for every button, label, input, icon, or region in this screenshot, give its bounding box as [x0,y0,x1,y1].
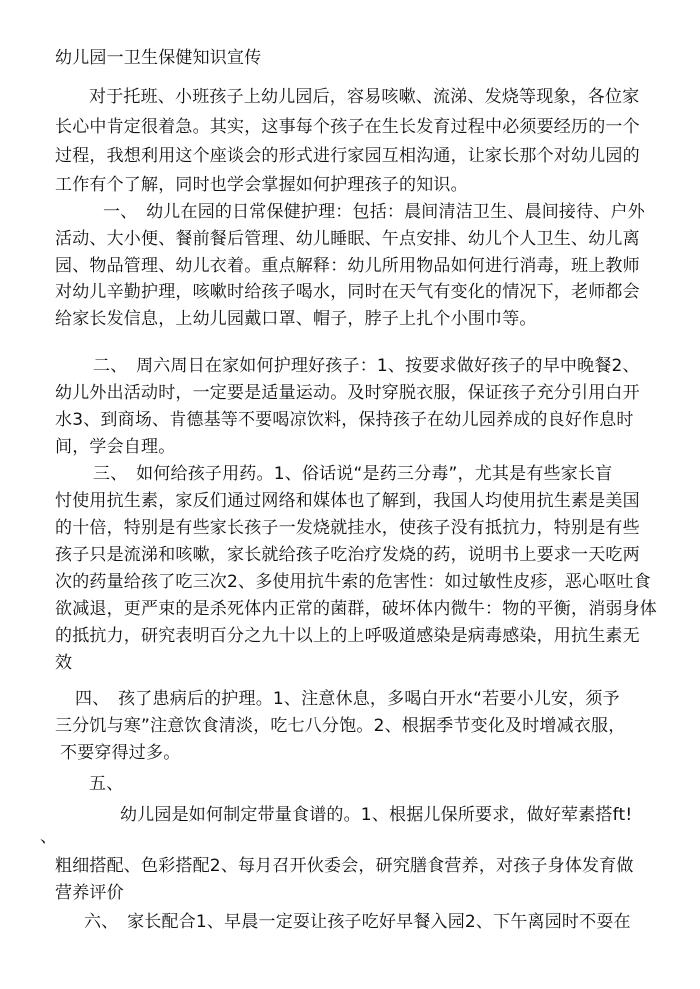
paragraph-line: 三分饥与寒”注意饮食清淡，吃七八分饱。2、根据季节变化及时增减衣服， [55,716,626,736]
paragraph-line: 园、物品管理、幼儿衣着。重点解释：幼儿所用物品如何进行消毒，班上教师 [55,256,640,276]
paragraph-line: 对幼儿辛勤护理，咳嗽时给孩子喝水，同时在天气有变化的情况下，老师都会 [55,282,640,302]
paragraph-line: 活动、大小便、餐前餐后管理、幼儿睡眠、午点安排、幼儿个人卫生、幼儿离 [55,229,640,249]
paragraph-line: 对于托班、小班孩子上幼儿园后，容易咳嗽、流涕、发烧等现象，各位家 [89,87,640,107]
section-number: 五、 [89,774,124,794]
paragraph-line: 忖使用抗生素，家反们通过网络和媒体也了解到，我国人均使用抗生素是美国 [55,491,640,511]
paragraph-line: 幼儿外出活动时，一定要是适量运动。及时穿脱衣服，保证孩子充分引用白开 [55,383,640,403]
paragraph-line: 不要穿得过多。 [60,743,181,763]
paragraph-line: 长心中肯定很着急。其实，这事每个孩子在生长发育过程中必须要经历的一个 [55,117,640,137]
paragraph-line: 幼儿园是如何制定带量食谱的。1、根据儿保所要求，做好荤素搭ft! [120,805,633,825]
paragraph-line: 的十倍，特别是有些家长孩子一发烧就挂水，使孩子没有抵抗力，特别是有些 [55,518,640,538]
paragraph-line: 工作有个了解，同时也学会掌握如何护理孩子的知识。 [55,175,468,195]
paragraph-line: 次的药量给孩了吃三次2、多使用抗牛索的危害性：如过敏性皮疹，恶心呕吐食 [55,572,651,592]
paragraph-line: 一、 幼儿在园的日常保健护理：包括：晨间清洁卫生、晨间接待、户外 [103,202,645,222]
paragraph-line: 三、 如何给孩子用药。1、俗话说“是药三分毒”，尤其是有些家长盲 [93,464,613,484]
paragraph-line: 给家长发信息，上幼儿园戴口罩、帽子，脖子上扎个小围巾等。 [55,309,537,329]
paragraph-line: 欲减退，更严束的是杀死体内正常的菌群，破坏体内微牛：物的平衡，消弱身体 [55,599,657,619]
paragraph-line: 二、 周六周日在家如何护理好孩子：1、按要求做好孩子的早中晚餐2、 [93,356,640,376]
paragraph-line: 效 [55,653,73,673]
paragraph-line: 六、 家长配合1、早晨一定耍让孩子吃好早餐入园2、下午离园时不耍在 [84,912,631,932]
paragraph-line: 过程，我想利用这个座谈会的形式进行家园互相沟通，让家长那个对幼儿园的 [55,146,640,166]
paragraph-line: 的抵抗力，研究表明百分之九十以上的上呼吸道感染是病毒感染，用抗生素无 [55,626,640,646]
page-title: 幼儿园一卫生保健知识宣传 [55,48,262,68]
paragraph-line: 、 [40,827,58,847]
paragraph-line: 四、 孩了患病后的护理。1、注意休息，多喝白开水“若要小儿安，须予 [75,689,620,709]
paragraph-line: 营养评价 [55,883,124,903]
paragraph-line: 间，学会自理。 [55,437,176,457]
paragraph-line: 水3、到商场、肯德基等不要喝凉饮料，保持孩子在幼儿园养成的良好作息时 [55,410,634,430]
paragraph-line: 粗细搭配、色彩搭配2、每月召开伙委会，研究膳食营养，对孩子身体发育做 [55,856,634,876]
paragraph-line: 孩子只是流涕和咳嗽，家长就给孩子吃治疗发烧的药，说明书上要求一天吃两 [55,545,640,565]
